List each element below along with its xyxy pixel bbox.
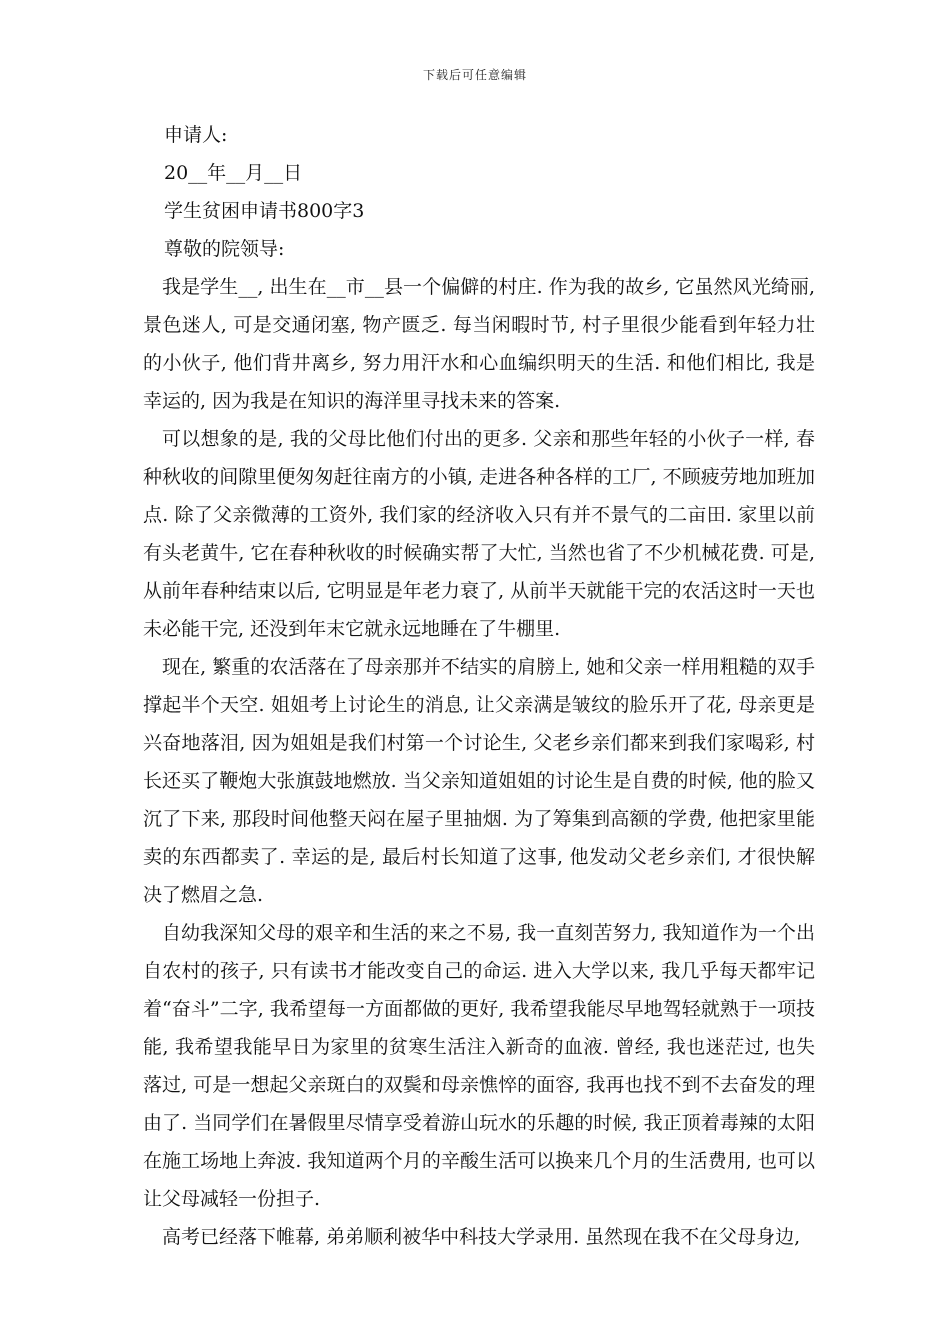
paragraph-5: 高考已经落下帷幕, 弟弟顺利被华中科技大学录用. 虽然现在我不在父母身边,: [162, 1226, 801, 1248]
applicant-line: 申请人:: [164, 124, 228, 146]
paragraph-3: 现在, 繁重的农活落在了母亲那并不结实的肩膀上, 她和父亲一样用粗糙的双手撑起半个天空. 姐姐考上讨论生的消息, 让父亲满是皱纹的脸乐开了花, 母亲更是兴奋地落泪, 因为姐姐是我们村第一个讨论生, 父老乡亲们都来到我们家喝彩, 村长还买了鞭炮大张旗鼓地燃放. 当父亲知道姐姐的讨论生是自费的时候, 他的脸又沉了下来, 那段时间他整天闷在屋子里抽烟. 为了筹集到高额的学费, 他把家里能卖的东西都卖了. 幸运的是, 最后村长知道了这事, 他发动父老乡亲们, 才很快解决了燃眉之急.: [143, 656, 815, 906]
paragraph-1: 我是学生__, 出生在__市__县一个偏僻的村庄. 作为我的故乡, 它虽然风光绮丽, 景色迷人, 可是交通闭塞, 物产匮乏. 每当闲暇时节, 村子里很少能看到年轻力壮的小伙子, 他们背井离乡, 努力用汗水和心血编织明天的生活. 和他们相比, 我是幸运的, 因为我是在知识的海洋里寻找未来的答案.: [143, 276, 815, 412]
paragraph-2: 可以想象的是, 我的父母比他们付出的更多. 父亲和那些年轻的小伙子一样, 春种秋收的间隙里便匆匆赶往南方的小镇, 走进各种各样的工厂, 不顾疲劳地加班加点. 除了父亲微薄的工资外, 我们家的经济收入只有并不景气的二亩田. 家里以前有头老黄牛, 它在春种秋收的时候确实帮了大忙, 当然也省了不少机械花费. 可是, 从前年春种结束以后, 它明显是年老力衰了, 从前半天就能干完的农活这时一天也未必能干完, 还没到年末它就永远地睡在了牛棚里.: [143, 428, 815, 640]
salutation: 尊敬的院领导:: [164, 238, 285, 260]
date-line: 20__年__月__日: [164, 162, 303, 184]
section-title: 学生贫困申请书800字3: [164, 200, 365, 222]
document-body: [143, 116, 815, 1256]
paragraph-4: 自幼我深知父母的艰辛和生活的来之不易, 我一直刻苦努力, 我知道作为一个出自农村的孩子, 只有读书才能改变自己的命运. 进入大学以来, 我几乎每天都牢记着“奋斗”二字, 我希望每一方面都做的更好, 我希望我能尽早地驾轻就熟于一项技能, 我希望我能早日为家里的贫寒生活注入新奇的血液. 曾经, 我也迷茫过, 也失落过, 可是一想起父亲斑白的双鬓和母亲憔悴的面容, 我再也找不到不去奋发的理由了. 当同学们在暑假里尽情享受着游山玩水的乐趣的时候, 我正顶着毒辣的太阳在施工场地上奔波. 我知道两个月的辛酸生活可以换来几个月的生活费用, 也可以让父母减轻一份担子.: [143, 922, 815, 1210]
header-note: 下载后可任意编辑: [422, 68, 527, 82]
